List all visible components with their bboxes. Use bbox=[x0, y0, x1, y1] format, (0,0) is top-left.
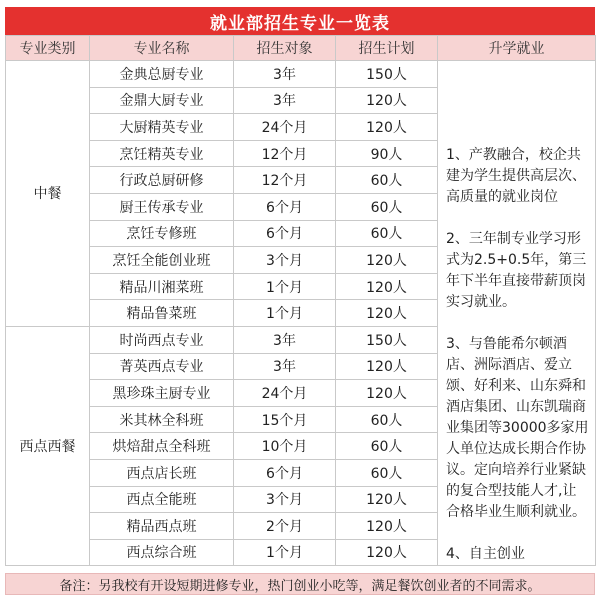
category-western: 西点西餐 bbox=[6, 326, 90, 565]
major-duration: 12个月 bbox=[234, 140, 336, 167]
major-name: 金典总厨专业 bbox=[90, 61, 234, 88]
major-plan: 60人 bbox=[336, 167, 438, 194]
major-name: 烹饪精英专业 bbox=[90, 140, 234, 167]
category-chinese: 中餐 bbox=[6, 61, 90, 327]
major-name: 菁英西点专业 bbox=[90, 353, 234, 380]
major-duration: 6个月 bbox=[234, 459, 336, 486]
major-plan: 120人 bbox=[336, 114, 438, 141]
major-plan: 120人 bbox=[336, 380, 438, 407]
major-plan: 60人 bbox=[336, 220, 438, 247]
major-duration: 2个月 bbox=[234, 513, 336, 540]
major-duration: 24个月 bbox=[234, 380, 336, 407]
header-plan: 招生计划 bbox=[336, 36, 438, 61]
majors-table bbox=[5, 35, 596, 566]
major-duration: 3年 bbox=[234, 61, 336, 88]
header-employment: 升学就业 bbox=[438, 36, 596, 61]
major-name: 烹饪专修班 bbox=[90, 220, 234, 247]
major-plan: 60人 bbox=[336, 406, 438, 433]
major-plan: 150人 bbox=[336, 326, 438, 353]
major-name: 黑珍珠主厨专业 bbox=[90, 380, 234, 407]
major-plan: 60人 bbox=[336, 459, 438, 486]
major-name: 金鼎大厨专业 bbox=[90, 87, 234, 114]
major-name: 大厨精英专业 bbox=[90, 114, 234, 141]
major-name: 行政总厨研修 bbox=[90, 167, 234, 194]
major-name: 精品川湘菜班 bbox=[90, 273, 234, 300]
major-duration: 1个月 bbox=[234, 539, 336, 566]
major-plan: 120人 bbox=[336, 513, 438, 540]
note-4: 4、自主创业 bbox=[446, 546, 525, 562]
major-duration: 1个月 bbox=[234, 300, 336, 327]
major-name: 西点全能班 bbox=[90, 486, 234, 513]
major-name: 烹饪全能创业班 bbox=[90, 247, 234, 274]
major-duration: 3个月 bbox=[234, 247, 336, 274]
major-name: 西点综合班 bbox=[90, 539, 234, 566]
major-name: 西点店长班 bbox=[90, 459, 234, 486]
employment-notes bbox=[438, 61, 596, 566]
major-duration: 1个月 bbox=[234, 273, 336, 300]
major-plan: 120人 bbox=[336, 300, 438, 327]
major-plan: 120人 bbox=[336, 87, 438, 114]
major-plan: 120人 bbox=[336, 539, 438, 566]
major-duration: 15个月 bbox=[234, 406, 336, 433]
enrollment-sheet bbox=[5, 7, 595, 595]
major-duration: 3个月 bbox=[234, 486, 336, 513]
major-plan: 120人 bbox=[336, 486, 438, 513]
header-target: 招生对象 bbox=[234, 36, 336, 61]
major-duration: 6个月 bbox=[234, 193, 336, 220]
major-name: 时尚西点专业 bbox=[90, 326, 234, 353]
major-name: 米其林全科班 bbox=[90, 406, 234, 433]
header-category: 专业类别 bbox=[6, 36, 90, 61]
major-name: 精品鲁菜班 bbox=[90, 300, 234, 327]
major-duration: 3年 bbox=[234, 87, 336, 114]
major-duration: 3年 bbox=[234, 353, 336, 380]
sheet-title: 就业部招生专业一览表 bbox=[5, 7, 595, 35]
table-header-row bbox=[6, 36, 596, 61]
footer-note: 备注：另我校有开设短期进修专业，热门创业小吃等，满足餐饮创业者的不同需求。 bbox=[5, 573, 595, 595]
major-duration: 10个月 bbox=[234, 433, 336, 460]
major-plan: 90人 bbox=[336, 140, 438, 167]
major-duration: 12个月 bbox=[234, 167, 336, 194]
major-name: 厨王传承专业 bbox=[90, 193, 234, 220]
major-name: 精品西点班 bbox=[90, 513, 234, 540]
note-2: 2、三年制专业学习形式为2.5+0.5年，第三年下半年直接带薪顶岗实习就业。 bbox=[446, 231, 587, 310]
major-duration: 24个月 bbox=[234, 114, 336, 141]
major-duration: 3年 bbox=[234, 326, 336, 353]
major-plan: 60人 bbox=[336, 433, 438, 460]
major-plan: 120人 bbox=[336, 273, 438, 300]
major-plan: 120人 bbox=[336, 353, 438, 380]
major-plan: 60人 bbox=[336, 193, 438, 220]
note-1: 1、产教融合，校企共建为学生提供高层次、高质量的就业岗位 bbox=[446, 147, 586, 205]
major-plan: 150人 bbox=[336, 61, 438, 88]
major-duration: 6个月 bbox=[234, 220, 336, 247]
note-3: 3、与鲁能希尔顿酒店、洲际酒店、爱立颂、好利来、山东舜和酒店集团、山东凯瑞商业集团等30000多家用人单位达成长期合作协议。定向培养行业紧缺的复合型技能人才,让合格毕业生顺利就业。 bbox=[446, 336, 589, 520]
header-major-name: 专业名称 bbox=[90, 36, 234, 61]
major-plan: 120人 bbox=[336, 247, 438, 274]
major-name: 烘焙甜点全科班 bbox=[90, 433, 234, 460]
table-row bbox=[6, 61, 596, 88]
